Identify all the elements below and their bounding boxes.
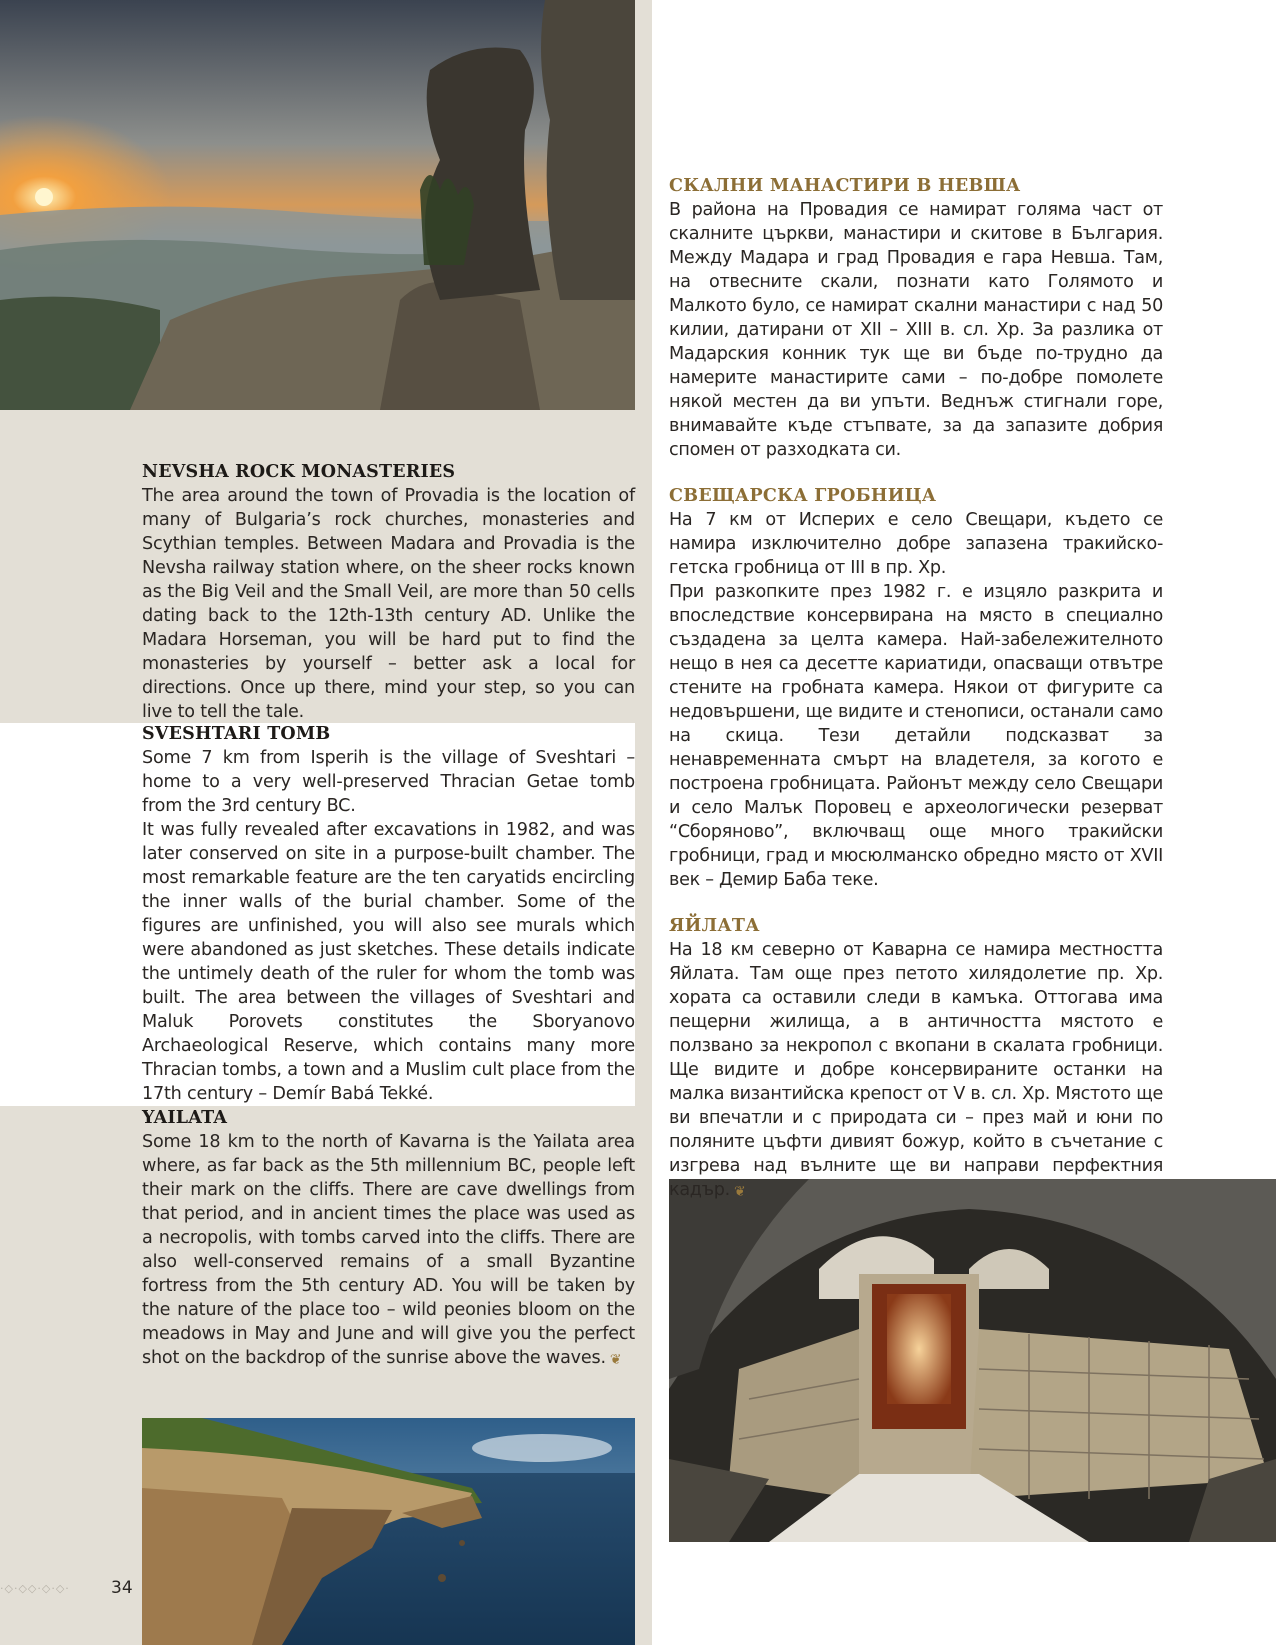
heading-nevsha-bg: СКАЛНИ МАНАСТИРИ В НЕВША xyxy=(669,176,1021,196)
text-sveshtari-en-2: It was fully revealed after excavations in 1982, and was later conserved on site in a purpose-built chamber. The most remarkable feature are the ten caryatids encircling the inner walls of the burial chamber. Some of the figures are unfinished, you will also see murals which were abandoned as just sketches. These details indicate the untimely death of the ruler for whom the tomb was built. The area between the villages of Sveshtari and Maluk Porovets constitutes the Sboryanovo Archaeological Reserve, which contains many more Thracian tombs, a town and a Muslim cult place from the 17th century – Demír Babá Tekké. xyxy=(142,820,635,1104)
en-column-middle xyxy=(142,722,635,1128)
en-column-bottom xyxy=(142,1106,635,1392)
text-nevsha-en: The area around the town of Provadia is the location of many of Bulgaria’s rock churches, monasteries and Scythian temples. Between Madara and Provadia is the Nevsha railway station where, on the sheer rocks known as the Big Veil and the Small Veil, are more than 50 cells dating back to the 12th-13th century AD. Unlike the Madara Horseman, you will be hard put to find the monasteries by yourself – better ask a local for directions. Once up there, mind your step, so you can live to tell the tale. xyxy=(142,486,635,722)
text-yailata-en: Some 18 km to the north of Kavarna is the Yailata area where, as far back as the 5th millennium BC, people left their mark on the cliffs. There are cave dwellings from that period, and in ancient times the place was used as a necropolis, with tombs carved into the cliffs. There are also well-conserved remains of a small Byzantine fortress from the 5th century AD. You will be taken by the nature of the place too – wild peonies bloom on the meadows in May and June and will give you the perfect shot on the backdrop of the sunrise above the waves. xyxy=(142,1132,635,1368)
bg-column xyxy=(669,174,1163,1224)
page-number: 34 xyxy=(111,1578,133,1598)
text-nevsha-bg: В района на Провадия се намират голяма част от скалните църкви, манастири и скитове в България. Между Мадара и град Провадия е гара Невша. Там, на отвесните скали, познати като Голямото и Малкото було, се намират скални манастири с над 50 килии, датирани от XII – XIII в. сл. Хр. За разлика от Мадарския конник тук ще ви бъде по-трудно да намерите манастирите сами – по-добре помолете някой местен да ви упъти. Веднъж стигнали горе, внимавайте къде стъпвате, за да запазите добрия спомен от разходката си. xyxy=(669,200,1163,460)
heading-sveshtari-bg: СВЕЩАРСКА ГРОБНИЦА xyxy=(669,486,937,506)
section-nevsha-en xyxy=(142,460,635,724)
end-mark-icon: ❦ xyxy=(733,1184,746,1200)
section-nevsha-bg xyxy=(669,174,1163,462)
section-sveshtari-en xyxy=(142,722,635,1106)
photo-nevsha-rocks-sunset xyxy=(0,0,635,410)
heading-yailata-bg: ЯЙЛАТА xyxy=(669,916,760,936)
text-sveshtari-en-1: Some 7 km from Isperih is the village of Sveshtari – home to a very well-preserved Thracian Getae tomb from the 3rd century BC. xyxy=(142,748,635,816)
text-sveshtari-bg-2: При разкопките през 1982 г. е изцяло разкрита и впоследствие консервирана на място в специално създадена за целта камера. Най-забележителното нещо в нея са десетте кариатиди, опасващи отвътре стените на гробната камера. Някои от фигурите са недовършени, ще видите и стенописи, останали само на скица. Тези детайли подсказват за ненавременната смърт на владетеля, за когото е построена гробницата. Районът между село Свещари и село Малък Поровец е археологически резерват “Сборяново”, включващ още много тракийски гробници, град и мюсюлманско обредно място от XVII век – Демир Баба теке. xyxy=(669,582,1163,890)
heading-nevsha-en: NEVSHA ROCK MONASTERIES xyxy=(142,462,456,482)
text-sveshtari-bg-1: На 7 км от Исперих е село Свещари, където се намира изключително добре запазена тракийско-гетска гробница от III в пр. Хр. xyxy=(669,510,1163,578)
photo-yailata-cliffs xyxy=(142,1418,635,1645)
heading-yailata-en: YAILATA xyxy=(142,1108,228,1128)
heading-sveshtari-en: SVESHTARI TOMB xyxy=(142,724,331,744)
photo-sveshtari-tomb xyxy=(669,1179,1276,1542)
end-mark-icon: ❦ xyxy=(609,1352,622,1368)
section-sveshtari-bg xyxy=(669,484,1163,892)
footer-ornament: ·◇·◇◇·◇·◇· xyxy=(0,1582,70,1595)
section-yailata-bg xyxy=(669,914,1163,1202)
section-yailata-en xyxy=(142,1106,635,1370)
text-yailata-bg: На 18 км северно от Каварна се намира местността Яйлата. Там още през петото хилядолетие пр. Хр. хората са оставили следи в камъка. Оттогава има пещерни жилища, а в античността мястото е ползвано за некропол с вкопани в скалата гробници. Ще видите и добре консервираните останки на малка византийска крепост от V в. сл. Хр. Мястото ще ви впечатли и с природата си – през май и юни по поляните цъфти дивият божур, който в съчетание с изгрева над вълните ще ви направи перфектния кадър. xyxy=(669,940,1163,1200)
column-divider-strip xyxy=(635,0,652,1645)
en-column-top xyxy=(142,460,635,746)
